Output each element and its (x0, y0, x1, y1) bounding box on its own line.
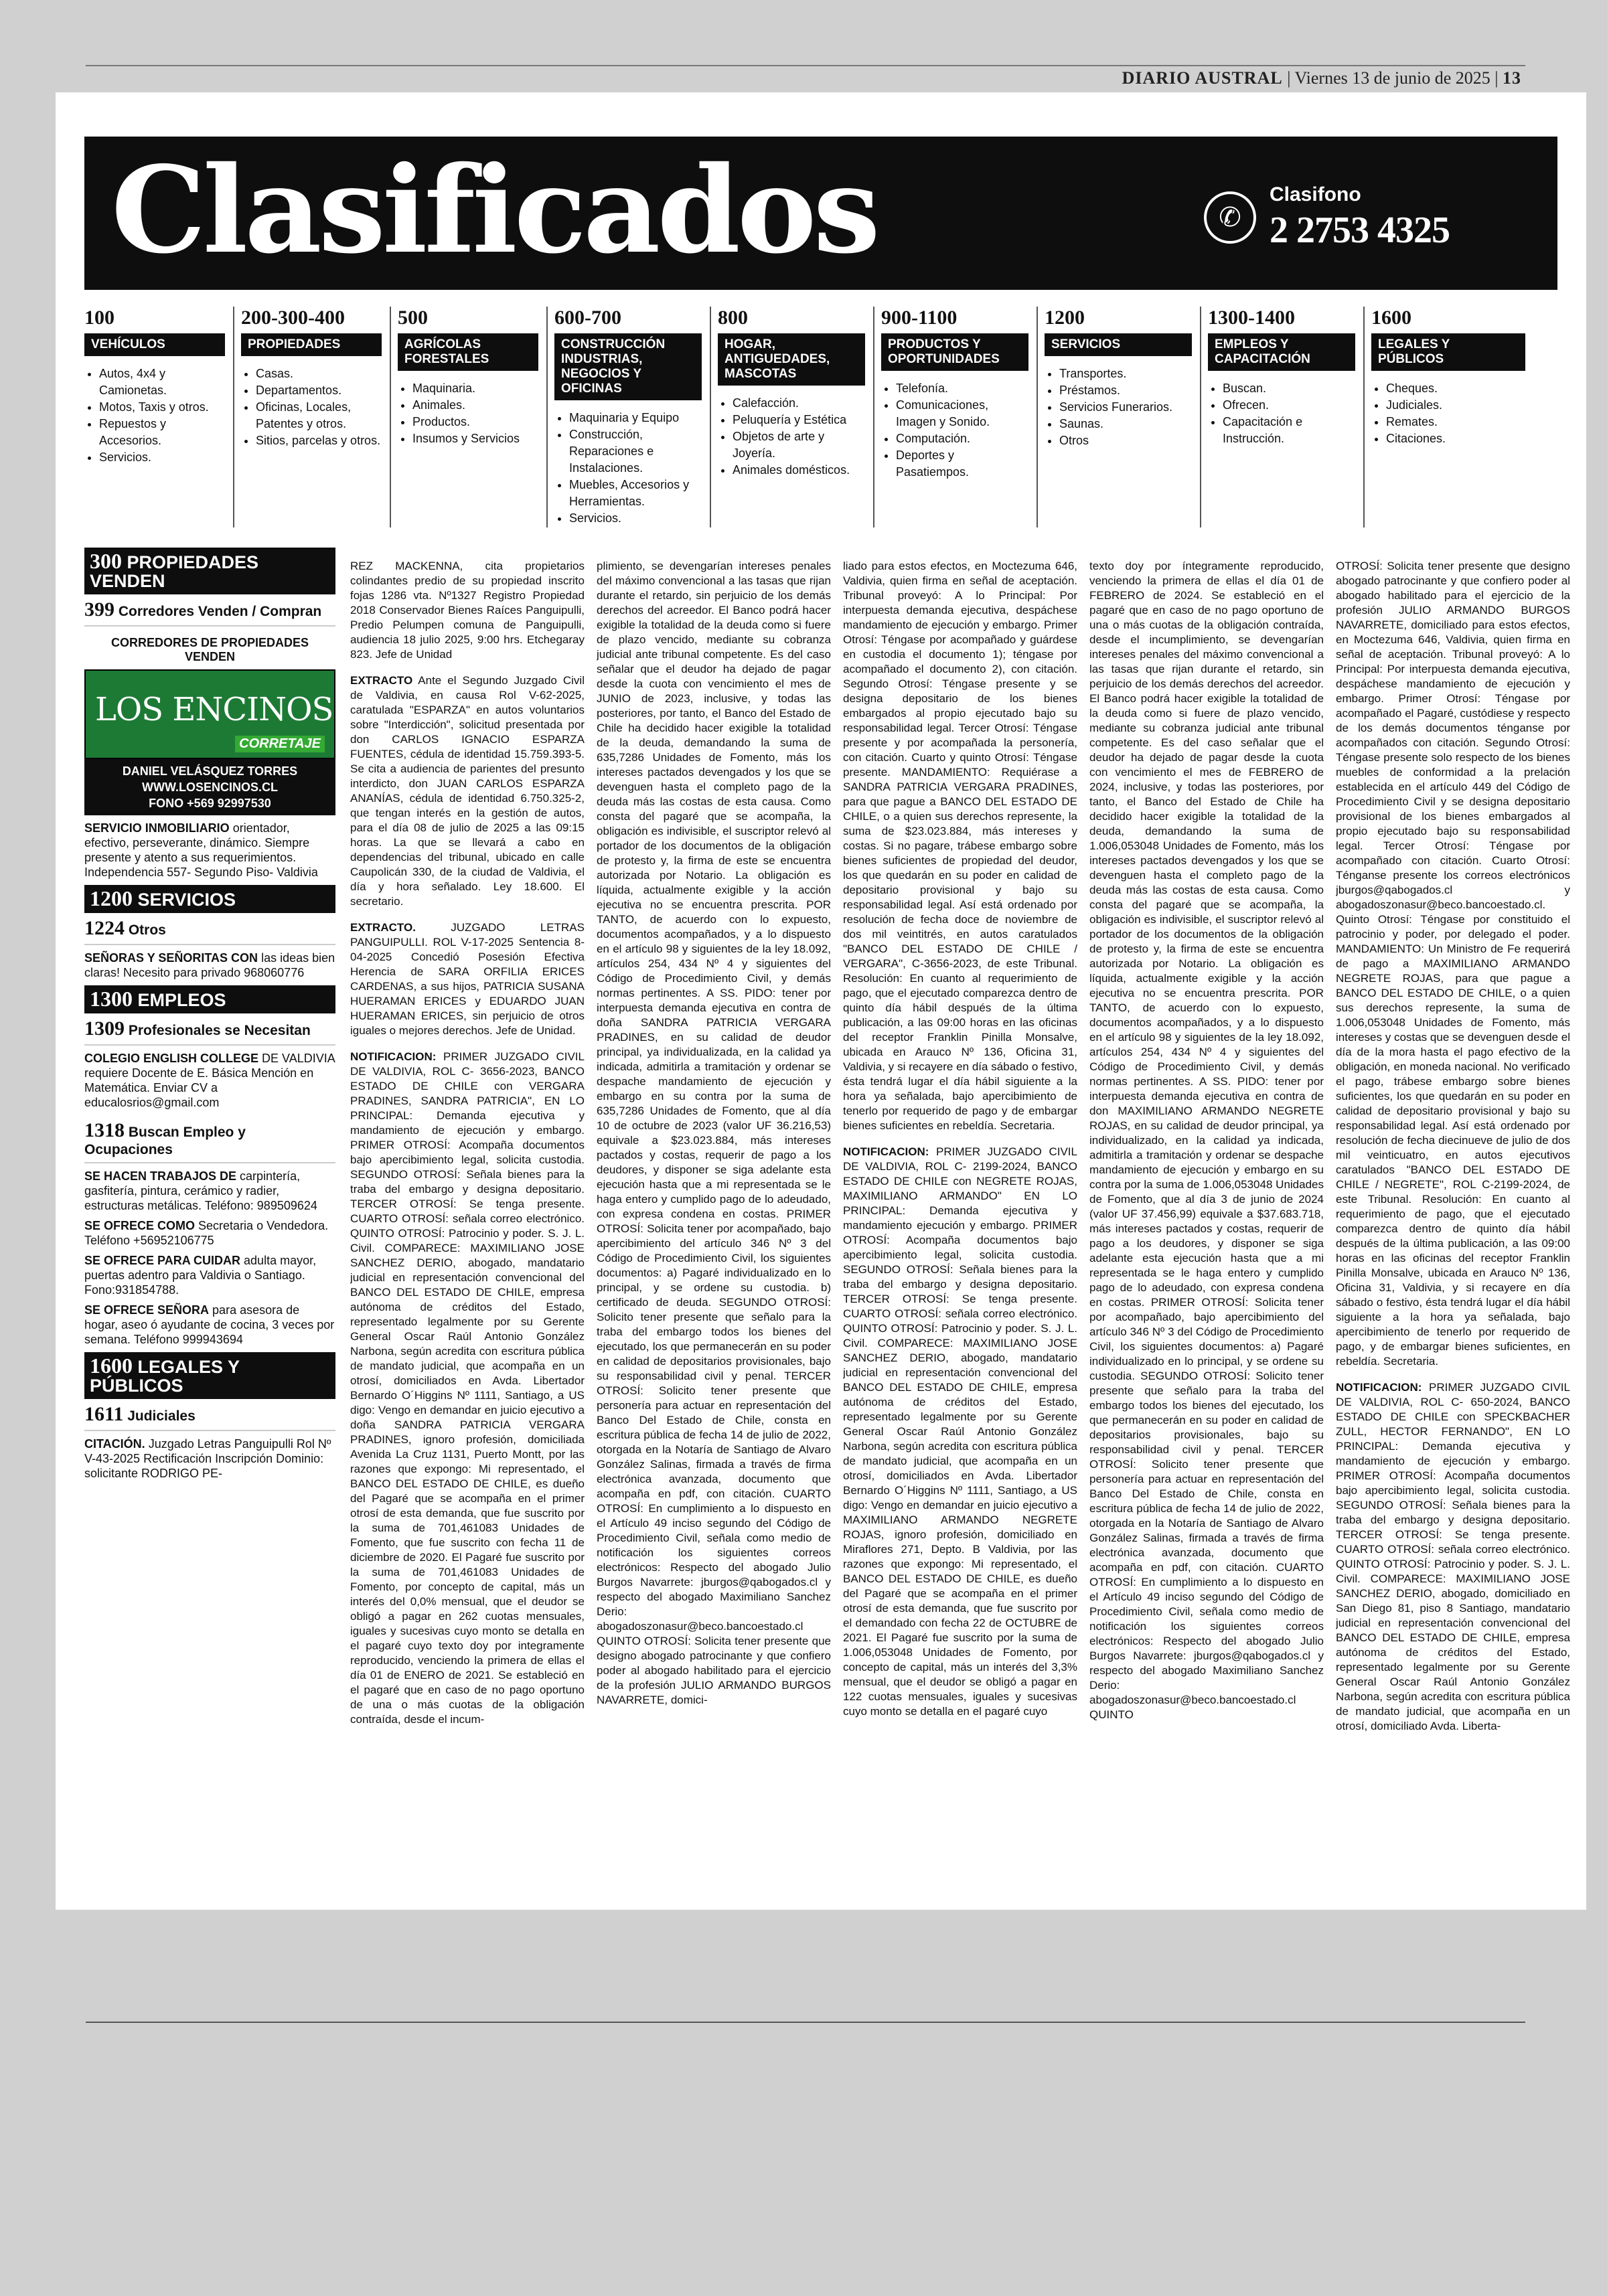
category-items: • Calefacción. • Peluquería y Estética • Objetos de arte y Joyería. • Animales domésticos. (718, 395, 865, 479)
page-number: 13 (1503, 68, 1521, 88)
ad-colegio: COLEGIO ENGLISH COLLEGE DE VALDIVIA requiere Docente de E. Básica Mención en Matemática. Enviar CV a educalosrios@gmail.com (84, 1052, 335, 1109)
divider (1037, 307, 1038, 527)
classifieds-page (56, 92, 1586, 1910)
notice: OTROSÍ: Solicita tener presente que designo abogado patrocinante y que confiero poder al abogado habilitado para el ejercicio de la profesión JULIO ARMANDO BURGOS NAVARRETE, domiciliado para estos efectos, en Moctezuma 646, Valdivia, quien firma en señal de aceptación. Tribunal proveyó: A lo Principal: Por interpuesta demanda ejecutiva, despáchese mandamiento de ejecución y embargo. Primer Otrosí: Téngase por acompañado el Pagaré, custódiese y respecto de los demás documentos ténganse por acompañados con citación. Segundo Otrosí: Téngase presente solo respecto de los bienes muebles de conformidad a la prelación establecida en el artículo 449 del Código de Procedimiento Civil y se designa depositario provisional de los bienes embargados al propio ejecutado bajo su responsabilidad legal. Tercer Otrosí: Téngase por acompañado con citación. Cuarto Otrosí: Ténganse presente los correos electrónicos jburgos@qabogados.cl y abogadoszonasur@beco.bancoestado.cl. Quinto Otrosí: Téngase por constituido el patrocinio y poder, por delegado el poder. MANDAMIENTO: Un Ministro de Fe requerirá de pago a MAXIMILIANO ARMANDO NEGRETE ROJAS, para que pague a BANCO DEL ESTADO DE CHILE, o a quien sus derechos represente, la suma de 1.006,053048 Unidades de Fomento, más intereses y costas que se devenguen desde el día de la mora hasta el pago efectivo de la obligación, en moneda nacional. No verificado el pago, trábese embargo sobre bienes suficientes, los que quedarán en su poder en calidad de depositario provisional y bajo su responsabilidad legal. Así está ordenado por resolución de fecha diecinueve de julio de dos mil veinticuatro, en autos ejecutivos caratulados "BANCO DEL ESTADO DE CHILE / NEGRETE", ROL C-2199-2024, de este Tribunal. Resolución: En cuanto al requerimiento de pago, que el ejecutado comparezca dentro de quinto día hábil después de la última publicación, a las 09:00 horas en las oficinas del receptor Franklin Pinilla Monsalve, ubicada en Arauco Nº 136, Oficina 31, Valdivia, y si recayere en día sábado o festivo, ésta tendrá lugar el día hábil siguiente a la hora ya señalada, bajo apercibimiento de tenerlo por requerido de pago, y de embargar bienes suficientes, en rebeldía. Secretaria. (1336, 560, 1570, 1368)
clasifono-number[interactable]: 2 2753 4325 (1270, 210, 1450, 251)
category-800: 800 HOGAR, ANTIGUEDADES, MASCOTAS • Calefacción. • Peluquería y Estética • Objetos de arte y Joyería. • Animales domésticos. (718, 307, 865, 527)
phone-icon: ✆ (1204, 191, 1256, 244)
notice: REZ MACKENNA, cita propietarios colindantes predio de su propiedad inscrito fojas 1286 vta. Nº1327 Registro Propiedad 2018 Conservador Bienes Raíces Panguipulli, Predio Pelumpen comuna de Panguipulli, audiencia 18 julio 2025, 9:00 hrs. Etchegaray 823. Jefe de Unidad (350, 560, 585, 661)
servicio-inmobiliario-ad: SERVICIO INMOBILIARIO orientador, efectivo, perseverante, dinámico. Siempre presente y atento a sus requerimientos. Independencia 557- Segundo Piso- Valdivia (84, 821, 318, 879)
page-header: DIARIO AUSTRAL | Viernes 13 de junio de 2025 | 13 (1122, 68, 1521, 88)
notice: NOTIFICACION: PRIMER JUZGADO CIVIL DE VALDIVIA, ROL C- 650-2024, BANCO ESTADO DE CHILE con SPECKBACHER ZULL, HECTOR FERNANDO", EN LO PRINCIPAL: Demanda ejecutiva y mandamiento de ejecución y embargo. PRIMER OTROSÍ: Acompaña documentos bajo apercibimiento legal, solicita custodia. SEGUNDO OTROSÍ: Señala bienes para la traba del embargo y designa depositario. TERCER OTROSÍ: Se tenga presente. CUARTO OTROSÍ: señala correo electrónico. QUINTO OTROSÍ: Patrocinio y poder. S. J. L. Civil. COMPARECE: MAXIMILIANO JOSE SANCHEZ DERIO, abogado, domiciliado en San Diego 81, piso 8 Santiago, mandatario judicial en representación convencional del BANCO DEL ESTADO DE CHILE, empresa autónoma de créditos del Estado, representado legalmente por su Gerente General Oscar Raúl Antonio González Narbona, según acredita con escritura pública de mandato judicial, que acompaña en un otrosí, domiciliado Avda. Liberta- (1336, 1381, 1570, 1732)
los-encinos-logo: LOS ENCINOS CORRETAJE (84, 669, 335, 759)
notice: plimiento, se devengarían intereses penales del máximo convencional a las tasas que rijan durante el retardo, sin perjuicio de los demás derechos del acreedor. El Banco podrá hacer exigible la totalidad de la deuda como si fuere de plazo vencido, mediante su cobranza judicial ante tribunal competente. Es del caso señalar que el deudor ha dejado de pagar desde la cuota con vencimiento el mes de JUNIO de 2023, inclusive, y todas las posteriores, por tanto, el Banco del Estado de Chile ha decidido hacer exigible la totalidad de la deuda, demandando la suma de 635,7286 Unidades de Fomento, más los intereses pactados devengados y los que se devenguen hasta el completo pago de la deuda más las costas de esta causa. Como consta del pagaré que se acompaña, la obligación es indivisible, el suscriptor relevó al portador de los documentos de la obligación de protesto y, la firma de este se encuentra autorizada por Notario. La obligación es líquida, actualmente exigible y la acción ejecutiva no se encuentra prescrita. POR TANTO, de acuerdo con lo expuesto, documentos acompañados, y a lo dispuesto en el artículo 98 y siguientes de la ley 18.092, artículos 254, 434 Nº 4 y siguientes del Código de Procedimiento Civil, y demás normas pertinentes. A SS. PIDO: tener por interpuesta demanda ejecutiva en contra de doña SANDRA PATRICIA VERGARA PRADINES, en su calidad de deudor principal, ya individualizada, en la calidad ya indicada, admitirla a tramitación y ordenar se despache mandamiento de ejecución y embargo en su contra por la suma de 635,7286 Unidades de Fomento, que al día 10 de octubre de 2023 (valor UF 36.216,53) equivale a $23.023.884, más intereses pactados y costas, requerir de pago a los deudores, y disponer se siga adelante esta ejecución hasta que a mi representada se le haga entero y cumplido pago de lo adeudado, con expresa condena en costas. PRIMER OTROSÍ: Solicita tener por acompañado, bajo apercibimiento del artículo 346 Nº 3 del Código de Procedimiento Civil, los siguientes documentos: a) Pagaré individualizado en lo principal, y se ordene su custodia. b) certificado de deuda. SEGUNDO OTROSÍ: Solicito tener presente que señalo para la traba del embargo todos los bienes del ejecutado, los que permanecerán en su poder en calidad de depositarios provisionales, bajo su responsabilidad civil y penal. TERCER OTROSÍ: Solicito tener presente que personería para actuar en representación del Banco Del Estado de Chile, consta en escritura pública de fecha 14 de julio de 2022, otorgada en la Notaría de Santiago de Alvaro González Salinas, firmada a través de firma electrónica avanzada, documento que acompaña en pdf, con citación. CUARTO OTROSÍ: En cumplimiento a lo dispuesto en el Artículo 49 inciso segundo del Código de Procedimiento Civil, señala como medio de notificación los siguientes correos electrónicos: Respecto del abogado Julio Burgos Navarrete: jburgos@qabogados.cl y respecto del abogado Maximiliano Sanchez Derio: abogadoszonasur@beco.bancoestado.cl QUINTO OTROSÍ: Solicita tener presente que designo abogado patrocinante y que confiero poder al abogado habilitado para el ejercicio de la profesión JULIO ARMANDO BURGOS NAVARRETE, domici- (597, 560, 831, 1706)
category-items: • Autos, 4x4 y Camionetas. • Motos, Taxis y otros. • Repuestos y Accesorios. • Servicios. (84, 365, 225, 466)
section-399: 399 Corredores Venden / Compran (84, 594, 335, 627)
divider (390, 307, 391, 527)
corredores-title: CORREDORES DE PROPIEDADES VENDEN (110, 636, 309, 663)
notice: liado para estos efectos, en Moctezuma 646, Valdivia, quien firma en señal de aceptación. Tribunal proveyó: A lo Principal: Por interpuesta demanda ejecutiva, despáchese mandamiento de ejecución y embargo. Primer Otrosí: Téngase por acompañado y guárdese en custodia el documento 1); téngase por acompañado el documento 2), con citación. Segundo Otrosí: Téngase presente y se designa depositario de los bienes embargados al propio ejecutado bajo su responsabilidad legal. Tercer Otrosí: Téngase presente y por acompañada la personería, con citación. Cuarto y quinto Otrosí: Téngase presente. MANDAMIENTO: Requiérase a SANDRA PATRICIA VERGARA PRADINES, para que pague a BANCO DEL ESTADO DE CHILE, o a quien sus derechos represente, la suma de $23.023.884, más intereses y costas. Si no pagare, trábese embargo sobre bienes suficientes de propiedad del deudor, los que quedarán en su poder en calidad de depositario provisional y bajo su responsabilidad legal. Así está ordenado por resolución de fecha doce de noviembre de dos mil veintitrés, en autos caratulados "BANCO DEL ESTADO DE CHILE / VERGARA", C-3656-2023, de este Tribunal. Resolución: En cuanto al requerimiento de pago, que el ejecutado comparezca dentro de quinto día hábil después de la última publicación, a las 09:00 horas en las oficinas del receptor Franklin Pinilla Monsalve, ubicada en Arauco Nº 136, Oficina 31, Valdivia, y si recayere en día sábado o festivo, ésta tendrá lugar el día hábil siguiente a la hora ya señalada, bajo apercibimiento de tenerlo por requerido de pago y de embargar bienes suficientes en rebeldía. Secretaria. (843, 560, 1077, 1132)
sidebar-ads (84, 548, 335, 1860)
category-500: 500 AGRÍCOLAS FORESTALES • Maquinaria. • Animales. • Productos. • Insumos y Servicios (398, 307, 538, 527)
ad-citacion: CITACIÓN. Juzgado Letras Panguipulli Rol Nº V-43-2025 Rectificación Inscripción Dominio: solicitante RODRIGO PE- (84, 1437, 331, 1480)
category-200-300-400: 200-300-400 PROPIEDADES • Casas. • Departamentos. • Oficinas, Locales, Patentes y otros. • Sitios, parcelas y otros. (241, 307, 382, 527)
section-1309: 1309 Profesionales se Necesitan (84, 1013, 335, 1046)
classifieds-banner (84, 137, 1557, 290)
section-1611: 1611 Judiciales (84, 1399, 335, 1431)
section-title: Clasificados (111, 140, 877, 280)
category-items: • Maquinaria y Equipo • Construcción, Reparaciones e Instalaciones. • Muebles, Accesorios y Herramientas. • Servicios. (554, 410, 702, 527)
section-1300: 1300 EMPLEOS (84, 985, 335, 1013)
ad-secretaria: SE OFRECE COMO Secretaria o Vendedora. Teléfono +56952106775 (84, 1219, 329, 1247)
section-1224: 1224 Otros (84, 913, 335, 945)
category-index (84, 307, 1557, 527)
divider (1200, 307, 1201, 527)
bottom-rule (86, 2022, 1525, 2023)
notice: EXTRACTO. JUZGADO LETRAS PANGUIPULLI. ROL V-17-2025 Sentencia 8-04-2025 Concedió Posesión Efectiva Herencia de SARA ORFILIA ERICES CARDENAS, a sus hijos, PATRICIA SUSANA HUERAMAN ERICES y EDUARDO JUAN HUERAMAN ERICES, sin perjuicio de otros iguales o mejores derechos. Jefe de Unidad. (350, 921, 585, 1037)
ad-trabajos: SE HACEN TRABAJOS DE carpintería, gasfitería, pintura, cerámico y radier, estructuras metálicas. Teléfono: 989509624 (84, 1169, 317, 1212)
notice: EXTRACTO Ante el Segundo Juzgado Civil de Valdivia, en causa Rol V-62-2025, caratulada "ESPARZA" en autos voluntarios sobre "Interdicción", solicitud presentada por don CARLOS IGNACIO ESPARZA FUENTES, cédula de identidad 15.759.393-5. Se cita a audiencia de parientes del presunto interdicto, don JUAN CARLOS ESPARZA ANANÍAS, cédula de identidad 6.750.325-2, que tengan interés en la gestión de autos, para el día 08 de julio de 2025 a las 09:15 horas. La que se llevará a cabo en dependencias del tribunal, ubicado en calle Caupolicán 330, de la ciudad de Valdivia, el día y hora señalado. Ley 18.600. El secretario. (350, 674, 585, 908)
issue-date: Viernes 13 de junio de 2025 (1294, 68, 1490, 88)
ad-senoras: SEÑORAS Y SEÑORITAS CON las ideas bien claras! Necesito para privado 968060776 (84, 951, 335, 979)
category-items: • Casas. • Departamentos. • Oficinas, Locales, Patentes y otros. • Sitios, parcelas y otros. (241, 365, 382, 449)
top-rule (86, 65, 1525, 66)
section-1200: 1200 SERVICIOS (84, 885, 335, 913)
text-column-3 (843, 548, 1077, 1860)
section-300: 300 PROPIEDADES VENDEN (84, 548, 335, 594)
divider (710, 307, 711, 527)
logo-contact: DANIEL VELÁSQUEZ TORRES WWW.LOSENCINOS.CL FONO +569 92997530 (84, 759, 335, 815)
notice: NOTIFICACION: PRIMER JUZGADO CIVIL DE VALDIVIA, ROL C- 3656-2023, BANCO ESTADO DE CHILE con VERGARA PRADINES, SANDRA PATRICIA", EN LO PRINCIPAL: Demanda ejecutiva y mandamiento de ejecución y embargo. PRIMER OTROSÍ: Acompaña documentos bajo apercibimiento legal, solicita custodia. SEGUNDO OTROSÍ: Señala bienes para la traba del embargo y designa depositario. TERCER OTROSÍ: Se tenga presente. CUARTO OTROSÍ: señala correo electrónico. QUINTO OTROSÍ: Patrocinio y poder. S. J. L. Civil. COMPARECE: MAXIMILIANO JOSE SANCHEZ DERIO, abogado, mandatario judicial en representación convencional del BANCO DEL ESTADO DE CHILE, empresa autónoma de créditos del Estado, representado legalmente por su Gerente General Oscar Raúl Antonio González Narbona, según acredita con escritura pública de mandato judicial, que acompaña en un otrosí, domiciliados en Avda. Libertador Bernardo O´Higgins Nº 1111, Santiago, a US digo: Vengo en demandar en juicio ejecutivo a doña SANDRA PATRICIA VERGARA PRADINES, ignoro profesión, domiciliada Avenida La Cruz 1131, Puerto Montt, por las razones que expongo: Mi representado, el BANCO DEL ESTADO DE CHILE, es dueño del Pagaré que se acompaña en el primer otrosí de esta demanda, que fue suscrito por la suma de 701,461083 Unidades de Fomento, que fue suscrito con fecha 11 de diciembre de 2020. El Pagaré fue suscrito por la suma de 701,461083 Unidades de Fomento, por concepto de capital, más un interés del 0,0% mensual, que el deudor se obligó a pagar en 262 cuotas mensuales, iguales y sucesivas cuyo monto se detalla en el pagaré cuyo texto doy por integramente reproducido, venciendo la primera de ellas el día 01 de ENERO de 2021. Se estableció en el pagaré que en caso de no pago oportuno de una o más cuotas de la obligación contraída, desde el incum- (350, 1050, 585, 1726)
text-column-2 (597, 548, 831, 1860)
category-items: • Telefonía. • Comunicaciones, Imagen y Sonido. • Computación. • Deportes y Pasatiempos. (881, 380, 1028, 481)
category-100: 100 VEHÍCULOS • Autos, 4x4 y Camionetas. • Motos, Taxis y otros. • Repuestos y Accesorios. • Servicios. (84, 307, 225, 527)
category-items: • Maquinaria. • Animales. • Productos. • Insumos y Servicios (398, 380, 538, 447)
category-items: • Buscan. • Ofrecen. • Capacitación e Instrucción. (1208, 380, 1355, 447)
category-items: • Cheques. • Judiciales. • Remates. • Citaciones. (1371, 380, 1525, 447)
category-900-1100: 900-1100 PRODUCTOS Y OPORTUNIDADES • Telefonía. • Comunicaciones, Imagen y Sonido. • Computación. • Deportes y Pasatiempos. (881, 307, 1028, 527)
section-1600: 1600 LEGALES Y PÚBLICOS (84, 1352, 335, 1399)
category-600-700: 600-700 CONSTRUCCIÓN INDUSTRIAS, NEGOCIOS Y OFICINAS • Maquinaria y Equipo • Construcción, Reparaciones e Instalaciones. • Muebles, Accesorios y Herramientas. • Servicios. (554, 307, 702, 527)
ad-cuidar: SE OFRECE PARA CUIDAR adulta mayor, puertas adentro para Valdivia o Santiago. Fono:931854788. (84, 1254, 317, 1297)
paper-name: DIARIO AUSTRAL (1122, 68, 1283, 88)
text-column-1 (350, 548, 585, 1860)
clasifono-label: Clasifono (1270, 183, 1361, 206)
section-1318: 1318 Buscan Empleo y Ocupaciones (84, 1115, 335, 1163)
category-items: • Transportes. • Préstamos. • Servicios Funerarios. • Saunas. • Otros (1045, 365, 1192, 449)
divider (233, 307, 234, 527)
divider (1363, 307, 1365, 527)
divider (546, 307, 548, 527)
ad-senora: SE OFRECE SEÑORA para asesora de hogar, aseo ó ayudante de cocina, 3 veces por semana. Teléfono 999943694 (84, 1303, 335, 1346)
divider (873, 307, 874, 527)
text-column-5 (1336, 548, 1570, 1860)
category-1200: 1200 SERVICIOS • Transportes. • Préstamos. • Servicios Funerarios. • Saunas. • Otros (1045, 307, 1192, 527)
category-1300-1400: 1300-1400 EMPLEOS Y CAPACITACIÓN • Buscan. • Ofrecen. • Capacitación e Instrucción. (1208, 307, 1355, 527)
notice: texto doy por íntegramente reproducido, venciendo la primera de ellas el día 01 de FEBRERO de 2024. Se estableció en el pagaré que en caso de no pago oportuno de una o más cuotas de la obligación contraída, desde el incumplimiento, se devengarían intereses penales del máximo convencional a las tasas que rijan durante el retardo, sin perjuicio de los demás derechos del acreedor. El Banco podrá hacer exigible la totalidad de la deuda como si fuere de plazo vencido, mediante su cobranza judicial ante tribunal competente. Es del caso señalar que el deudor ha dejado de pagar desde la cuota con vencimiento el mes de FEBRERO de 2024, inclusive, y todas las posteriores, por tanto, el Banco del Estado de Chile ha decidido hacer exigible la totalidad de la deuda, demandando la suma de 1.006,053048 Unidades de Fomento, más los intereses pactados devengados y los que se devenguen hasta el completo pago de la deuda más las costas de esta causa. Como consta del pagaré que se acompaña, la obligación es indivisible, el suscriptor relevó al portador de los documentos de la obligación de protesto y, la firma de este se encuentra autorizada por Notario. La obligación es líquida, actualmente exigible y la acción ejecutiva no se encuentra prescrita. POR TANTO, de acuerdo con lo expuesto, documentos acompañados, y a lo dispuesto en el artículo 98 y siguientes de la ley 18.092, artículos 254, 434 Nº 4 y siguientes del Código de Procedimiento Civil, y demás normas pertinentes. A SS. PIDO: tener por interpuesta demanda ejecutiva en contra de don MAXIMILIANO ARMANDO NEGRETE ROJAS, en su calidad de deudor principal, ya individualizado, en la calidad ya indicada, admitirla a tramitación y ordenar se despache mandamiento de ejecución y embargo en su contra por la suma de 1.006,053048 Unidades de Fomento, que al día 3 de junio de 2024 (valor UF 37.456,99) equivale a $37.683.718, más intereses pactados y costas, requerir de pago a los deudores, y disponer se siga adelante esta ejecución hasta que a mi representada se le haga entero y cumplido pago de lo adeudado, con expresa condena en costas. PRIMER OTROSÍ: Solicita tener por acompañado, bajo apercibimiento del artículo 346 Nº 3 del Código de Procedimiento Civil, los siguientes documentos: a) Pagaré individualizado en lo principal, y se ordene su custodia. SEGUNDO OTROSÍ: Solicito tener presente que señalo para la traba del embargo todos los bienes del ejecutado, los que permanecerán en su poder en calidad de depositarios provisionales, bajo su responsabilidad civil y penal. TERCER OTROSÍ: Solicito tener presente que personería para actuar en representación del Banco Del Estado de Chile, consta en escritura pública de fecha 14 de julio de 2022, otorgada en la Notaría de Santiago de Alvaro González Salinas, firmada a través de firma electrónica avanzada, documento que acompaña en pdf, con citación. CUARTO OTROSÍ: En cumplimiento a lo dispuesto en el Artículo 49 inciso segundo del Código de Procedimiento Civil, señala como medio de notificación los siguientes correos electrónicos: Respecto del abogado Julio Burgos Navarrete: jburgos@qabogados.cl y respecto del abogado Maximiliano Sanchez Derio: abogadoszonasur@beco.bancoestado.cl QUINTO (1089, 560, 1324, 1721)
notice: NOTIFICACION: PRIMER JUZGADO CIVIL DE VALDIVIA, ROL C- 2199-2024, BANCO ESTADO DE CHILE con NEGRETE ROJAS, MAXIMILIANO ARMANDO" EN LO PRINCIPAL: Demanda ejecutiva y mandamiento ejecución y embargo. PRIMER OTROSÍ: Acompaña documentos bajo apercibimiento legal, solicita custodia. SEGUNDO OTROSÍ: Señala bienes para la traba del embargo y designa depositario. TERCER OTROSÍ: Se tenga presente. CUARTO OTROSÍ: señala correo electrónico. QUINTO OTROSÍ: Patrocinio y poder. S. J. L. Civil. COMPARECE: MAXIMILIANO JOSE SANCHEZ DERIO, abogado, mandatario judicial en representación convencional del BANCO DEL ESTADO DE CHILE, empresa autónoma de créditos del Estado, representado legalmente por su Gerente General Oscar Raúl Antonio González Narbona, según acredita con escritura pública de mandato judicial, que acompaña en un otrosí, domiciliados en Avda. Libertador Bernardo O´Higgins Nº 1111, Santiago, a US digo: Vengo en demandar en juicio ejecutivo a MAXIMILIANO ARMANDO NEGRETE ROJAS, ignoro profesión, domiciliado en Miraflores 271, Depto. B Valdivia, por las razones que expongo: Mi representado, el BANCO DEL ESTADO DE CHILE, es dueño del Pagaré que se acompaña en el primer otrosí de esta demanda, que fue suscrito por el demandado con fecha 22 de OCTUBRE de 2021. El Pagaré fue suscrito por la suma de 1.006,053048 Unidades de Fomento, por concepto de capital, más un interés del 3,3% mensual, que el deudor se obligó a pagar en 122 cuotas mensuales, iguales y sucesivas cuyo monto se detalla en el pagaré cuyo (843, 1145, 1077, 1718)
text-column-4 (1089, 548, 1324, 1860)
category-1600: 1600 LEGALES Y PÚBLICOS • Cheques. • Judiciales. • Remates. • Citaciones. (1371, 307, 1525, 527)
